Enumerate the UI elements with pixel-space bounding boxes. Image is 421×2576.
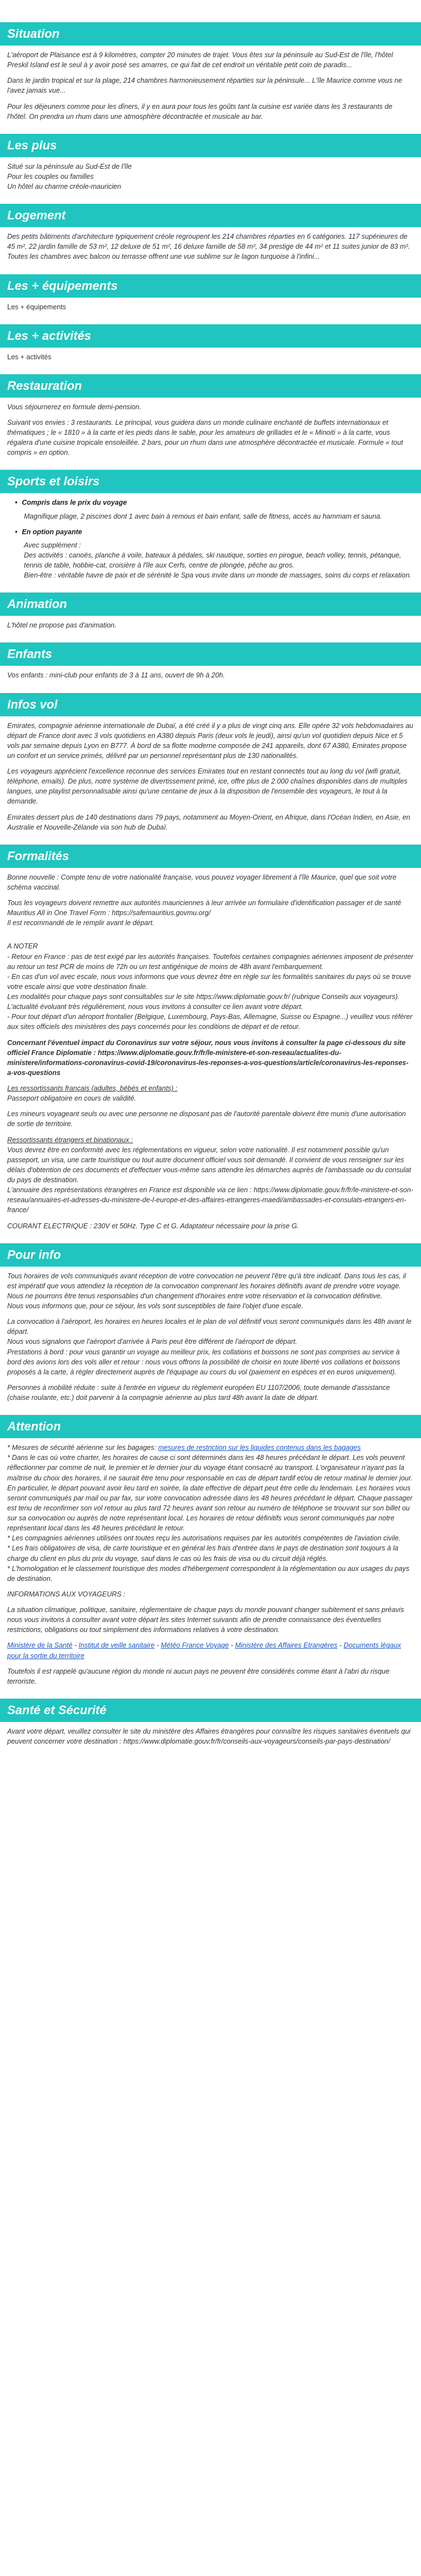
liquids-restriction-link[interactable]: mesures de restriction sur les liquides contenus dans les bagages <box>158 1444 361 1452</box>
section-title-infos-vol: Infos vol <box>0 693 421 716</box>
link-documents-legaux[interactable]: Documents légaux pour la sortie du territoire <box>7 1641 402 1660</box>
link-ministere-sante[interactable]: Ministère de la Santé <box>7 1641 73 1650</box>
paragraph: Bien-être : véritable havre de paix et de sérénité le Spa vous invite dans un monde de massages, soins du corps et relaxation. <box>24 571 412 580</box>
paragraph: La situation climatique, politique, sanitaire, réglementaire de chaque pays du monde pouvant changer subitement et sans préavis nous vous invitons à consulter avant votre départ les sites Internet suivants afin de prendre connaissance des éventuelles restrictions, obligations ou tout simplement des informations relatives à votre destination. <box>7 1606 404 1634</box>
bullet-title: • En option payante <box>15 527 414 537</box>
equipements-body <box>0 302 421 312</box>
paragraph: Emirates, compagnie aérienne internationale de Dubaï, a été créé il y a plus de vingt cinq ans. Elle opère 32 vols hebdomadaires au départ de France dont avec 3 vols quotidiens en A380 depuis Paris (deux vols le jeudi), ainsi qu'un vol quotidien depuis Nice et 5 vols par semaine depuis Lyon en B777. À bord de sa flotte moderne composée de 241 appareils, dont 67 A380, Emirates propose un confort et un service primés, délivré par un personnel représentant plus de 130 nationalités. <box>7 721 413 760</box>
paragraph: - En cas d'un vol avec escale, nous vous informons que vous devrez être en règle sur les formalités sanitaires du pays où se trouve votre escale ainsi que votre destination finale. <box>7 972 412 991</box>
paragraph: Des petits bâtiments d'architecture typiquement créole regroupent les 214 chambres réparties en 6 catégories. 117 supérieures de 45 m², 22 jardin famille de 53 m², 12 deluxe de 51 m², 16 deluxe famille de 58 m², 34 prestige de 44 m² et 11 suites junior de 83 m². Toutes les chambres avec balcon ou terrasse offrent une vue sublime sur le lagon turquoise à l'infini... <box>7 233 410 261</box>
list-item: Un hôtel au charme créole-mauricien <box>7 183 121 190</box>
paragraph: Passeport obligatoire en cours de validité. <box>7 1094 137 1103</box>
link-affaires-etrangeres[interactable]: Ministère des Affaires Etrangères <box>235 1641 338 1650</box>
logement-body <box>0 232 421 262</box>
paragraph: Nous vous informons que, pour ce séjour, les vols sont susceptibles de faire l'objet d'une escale. <box>7 1302 303 1310</box>
paragraph: Prestations à bord : pour vous garantir un voyage au meilleur prix, les collations et boissons ne sont pas comprises au service à bord des avions lors des vols aller et retour : nous vous offrons la possibilité de choisir en toute liberté vos collations et boissons proposés à la carte, à régler directement auprès de l'équipage au cours du vol (paiement en espèces et en euros uniquement). <box>7 1348 400 1376</box>
list-item: Pour les couples ou familles <box>7 172 94 180</box>
paragraph: Nous vous signalons que l'aéroport d'arrivée à Paris peut être différent de l'aéroport de départ. <box>7 1338 298 1346</box>
subheading: Les ressortissants français (adultes, bébés et enfants) : <box>7 1084 178 1092</box>
pour-info-body <box>0 1271 421 1403</box>
activites-body <box>0 352 421 362</box>
section-title-enfants: Enfants <box>0 642 421 666</box>
formalites-body <box>0 872 421 1231</box>
situation-body <box>0 50 421 122</box>
paragraph: Tous les voyageurs doivent remettre aux autorités mauriciennes à leur arrivée un formulaire d'identification passager et de santé Mauritius All in One Travel Form : https://safemauritius.govmu.org/ <box>7 899 402 917</box>
link-meteo-france[interactable]: Météo France Voyage <box>161 1641 229 1650</box>
paragraph: Les mineurs voyageant seuls ou avec une personne ne disposant pas de l'autorité parentale doivent être munis d'une autorisation de sortie de territoire. <box>7 1110 406 1128</box>
note-heading: A NOTER <box>7 942 38 951</box>
section-title-attention: Attention <box>0 1415 421 1438</box>
les-plus-body <box>0 162 421 192</box>
paragraph: Avec supplément : <box>24 541 81 549</box>
paragraph: * Les compagnies aériennes utilisées ont toutes reçu les autorisations requises par les autorités compétentes de l'aviation civile. <box>7 1534 401 1543</box>
subheading: Ressortissants étrangers et binationaux : <box>7 1136 133 1144</box>
paragraph: Vous devrez être en conformité avec les réglementations en vigueur, selon votre nationalité. Il est notamment possible qu'un passeport, un visa, une carte touristique ou tout autre document officiel vous soit demandé. Il convient de vous renseigner sur les délais d'obtention de ces documents et d'effectuer vous-même sans attendre les démarches auprès de l'ambassade ou du consulat du pays de destination. <box>7 1146 412 1184</box>
paragraph: Avant votre départ, veuillez consulter le site du ministère des Affaires étrangères pour connaître les risques sanitaires éventuels qui peuvent concerner votre destination : https://www.diplomatie.gouv.fr/fr/conseils-aux-voyageurs/conseils-par-pays-destination/ <box>7 1727 411 1745</box>
section-title-sports: Sports et loisirs <box>0 470 421 493</box>
paragraph: Des activités : canoës, planche à voile, bateaux à pédales, ski nautique, sorties en pirogue, beach volley, tennis, pétanque, tennis de table, hobbie-cat, croisière à l'île aux Cerfs, centre de plongée, pêche au gros. <box>24 551 402 569</box>
page <box>0 22 421 1746</box>
link-veille-sanitaire[interactable]: Institut de veille sanitaire <box>78 1641 155 1650</box>
section-title-logement: Logement <box>0 204 421 227</box>
text: * Mesures de sécurité aérienne sur les bagages: <box>7 1444 158 1452</box>
bullet-included <box>15 498 414 508</box>
sante-body <box>0 1726 421 1746</box>
section-title-activites: Les + activités <box>0 324 421 348</box>
paragraph: La convocation à l'aéroport, les horaires en heures locales et le plan de vol définitif vous seront communiqués dans les 48h avant le départ. <box>7 1318 412 1336</box>
paragraph: - Pour tout départ d'un aéroport frontalier (Belgique, Luxembourg, Pays-Bas, Allemagne, Suisse ou Espagne...) veuillez vous référer aux sites officiels des ministères des pays concernés pour les conditions de départ et de retour. <box>7 1013 413 1031</box>
animation-body <box>0 620 421 630</box>
paragraph: Personnes à mobilité réduite : suite à l'entrée en vigueur du règlement européen EU 1107/2006, toute demande d'assistance (chaise roulante, etc.) doit parvenir à la compagnie aérienne au plus tard 48h avant la date de départ. <box>7 1383 390 1402</box>
paragraph: Bonne nouvelle : Compte tenu de votre nationalité française, vous pouvez voyager librement à l'île Maurice, quel que soit votre schéma vaccinal. <box>7 873 397 891</box>
paragraph: Vous séjournerez en formule demi-pension. <box>7 403 142 411</box>
section-title-situation: Situation <box>0 22 421 46</box>
restauration-body <box>0 402 421 458</box>
paragraph: Tous horaires de vols communiqués avant réception de votre convocation ne peuvent l'être qu'à titre indicatif. Dans tous les cas, il est impératif que vous attendiez la réception de la convocation comprenant les horaires définitifs avant de prendre votre voyage. <box>7 1272 406 1290</box>
bullet-title: • Compris dans le prix du voyage <box>15 498 414 508</box>
paragraph: * Les frais obligatoires de visa, de carte touristique et en général les frais d'entrée dans le pays de destination sont toujours à la charge du client en plus du prix du voyage, sauf dans le cas où les frais de visa ou du circuit déjà réglés. <box>7 1544 399 1563</box>
paragraph: Il est recommandé de le remplir avant le départ. <box>7 919 154 927</box>
paragraph: * L'homologation et le classement touristique des modes d'hébergement correspondent à la réglementation ou aux usages du pays de destination. <box>7 1564 409 1583</box>
paragraph: Pour les déjeuners comme pour les dîners, il y en aura pour tous les goûts tant la cuisine est variée dans les 3 restaurants de l'hôtel. On prendra un rhum dans une atmosphère décontractée et musicale au bar. <box>7 102 393 120</box>
paragraph: Suivant vos envies : 3 restaurants. Le principal, vous guidera dans un monde culinaire enchanté de buffets internationaux et thématiques ; le « 1810 » à la carte et les pieds dans le sable, pour les amateurs de grillades et le « Minoiti » à la carte, vous régalera d'une cuisine tropicale ensoleillée. 2 bars, pour un rhum dans une atmosphère décontractée et musicale. Formule « tout compris » en option. <box>7 418 403 457</box>
paragraph: Les + équipements <box>7 303 66 311</box>
paragraph: * Dans le cas où votre charter, les horaires de cause ci sont déterminés dans les 48 heures précédant le départ. Les vols peuvent réflectionner par comme de nuit, le premier et le dernier jour du voyage étant consacré au transport. L'organisateur n'ayant pas la maîtrise du choix des horaires, il ne saurait être tenu pour responsable en cas de départ tardif et/ou de retour matinal le dernier jour. En particulier, le départ pouvant avoir lieu tard en soirée, la date effective de départ peut être celle du lendemain. Les horaires vous seront communiqués par mail ou par fax, sur votre convocation adressée dans les 48 heures précédant le départ. Chaque passager est tenu de reconfirmer son vol retour au plus tard 72 heures avant son retour au numéro de téléphone se trouvant sur son billet ou sur sa convocation ou auprès de notre représentant local. Les horaires de retour définitifs vous seront communiqués par notre représentant local dans les 48 heures précédant le retour. <box>7 1454 413 1533</box>
paragraph-bold: Concernant l'éventuel impact du Coronavirus sur votre séjour, nous vous invitons à consulter la page ci-dessous du site officiel France Diplomatie : https://www.diplomatie.gouv.fr/fr/le-ministere-et-son-reseau/actualites-du-ministere/informations-coronavirus-covid-19/coronavirus-les-reponses-a-vos-questions/article/coronavirus-les-reponses-a-vos-questions <box>7 1038 409 1077</box>
paragraph: Vos enfants : mini-club pour enfants de 3 à 11 ans, ouvert de 9h à 20h. <box>7 671 225 680</box>
paragraph: Dans le jardin tropical et sur la plage, 214 chambres harmonieusement réparties sur la péninsule... L'île Maurice comme vous ne l'avez jamais vue... <box>7 77 403 95</box>
section-title-equipements: Les + équipements <box>0 274 421 298</box>
paragraph: Emirates dessert plus de 140 destinations dans 79 pays, notamment au Moyen-Orient, en Afrique, dans l'Océan Indien, en Asie, en Australie et Nouvelle-Zélande via son hub de Dubaï. <box>7 813 410 831</box>
paragraph: L'hôtel ne propose pas d'animation. <box>7 621 117 630</box>
paragraph: Magnifique plage, 2 piscines dont 1 avec bain à remous et bain enfant, salle de fitness, accès au hammam et sauna. <box>24 512 382 520</box>
section-title-formalites: Formalités <box>0 845 421 868</box>
sports-body <box>0 498 421 580</box>
paragraph: COURANT ELECTRIQUE : 230V et 50Hz. Type C et G. Adaptateur nécessaire pour la prise G. <box>7 1222 299 1230</box>
section-title-pour-info: Pour info <box>0 1243 421 1267</box>
paragraph: Les + activités <box>7 353 52 361</box>
paragraph: - Retour en France : pas de test exigé par les autorités françaises. Toutefois certaines compagnies aériennes imposent de présenter au retour un test PCR de moins de 72h ou un test antigénique de moins de 48h avant l'embarquement. <box>7 952 414 971</box>
section-title-animation: Animation <box>0 592 421 616</box>
links-row: Ministère de la Santé - Institut de veille sanitaire - Météo France Voyage - Ministère des Affaires Etrangères - Documents légaux pour la sortie du territoire <box>7 1641 402 1660</box>
paragraph: L'aéroport de Plaisance est à 9 kilomètres, compter 20 minutes de trajet. Vous êtes sur la péninsule au Sud-Est de l'île, l'hôtel Preskil Island est le seul à y avoir posé ses amarres, ce qui fait de cet endroit un véritable petit coin de paradis... <box>7 51 393 69</box>
list-item: Situé sur la péninsule au Sud-Est de l'île <box>7 162 132 170</box>
section-title-sante: Santé et Sécurité <box>0 1699 421 1722</box>
paragraph <box>7 1443 414 1453</box>
paragraph: L'annuaire des représentations étrangères en France est disponible via ce lien : https://www.diplomatie.gouv.fr/fr/le-ministere-et-son-reseau/annuaires-et-adresses-du-ministere-de-l-europe-et-des-affaires-etrangeres-maedi/ambassades-et-consulats-etrangers-en-france/ <box>7 1186 413 1214</box>
infos-vol-body <box>0 721 421 832</box>
paragraph: Les modalités pour chaque pays sont consultables sur le site https://www.diplomatie.gouv.fr/ (rubrique Conseils aux voyageurs). L'actualité évoluant très régulièrement, nous vous invitons à consulter ce lien avant votre départ. <box>7 993 400 1011</box>
enfants-body <box>0 670 421 680</box>
paragraph: Toutefois il est rappelé qu'aucune région du monde ni aucun pays ne peuvent être considérés comme étant à l'abri du risque terroriste. <box>7 1667 390 1685</box>
attention-body <box>0 1443 421 1686</box>
section-title-les-plus: Les plus <box>0 134 421 157</box>
paragraph: Nous ne pourrons être tenus responsables d'un changement d'horaires entre votre réservation et la convocation définitive. <box>7 1292 383 1300</box>
bullet-optional <box>15 527 414 537</box>
paragraph: Les voyageurs apprécient l'excellence reconnue des services Emirates tout en restant connectés tout au long du vol (wifi gratuit, téléphone, emails). De plus, notre système de divertissement primé, ice, offre plus de 2.000 chaînes disponibles dans de multiples langues, une playlist personnalisable ainsi qu'une centaine de jeux à la disposition de l'ensemble des voyageurs, le tout à la demande. <box>7 767 408 806</box>
section-title-restauration: Restauration <box>0 374 421 398</box>
info-heading: INFORMATIONS AUX VOYAGEURS : <box>7 1590 126 1598</box>
